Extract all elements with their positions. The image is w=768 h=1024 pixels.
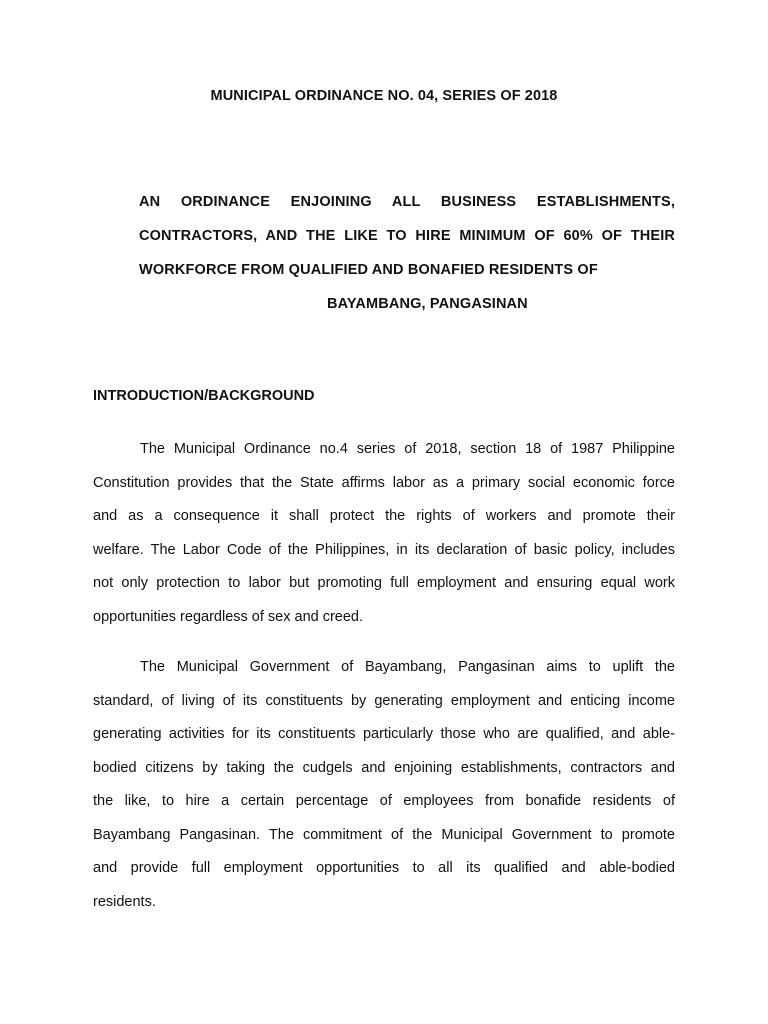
paragraph-line: and provide full employment opportunities to all its qualified and able-bodied [93,860,675,876]
paragraph-line: standard, of living of its constituents by generating employment and enticing income [93,692,675,709]
ordinance-title-line: CONTRACTORS, AND THE LIKE TO HIRE MINIMUM OF 60% OF THEIR [139,228,675,244]
paragraph-line: Bayambang Pangasinan. The commitment of the Municipal Government to promote [93,826,675,843]
ordinance-title [139,185,675,321]
ordinance-title-line: WORKFORCE FROM QUALIFIED AND BONAFIED RESIDENTS OF [139,262,598,278]
ordinance-title-line: BAYAMBANG, PANGASINAN [327,296,528,312]
paragraph-line: The Municipal Ordinance no.4 series of 2018, section 18 of 1987 Philippine [140,441,675,457]
paragraph-line: and as a consequence it shall protect the rights of workers and promote their [93,508,675,524]
paragraph-line: opportunities regardless of sex and creed. [93,608,364,625]
paragraph-line: Constitution provides that the State affirms labor as a primary social economic force [93,474,675,491]
paragraph [93,433,675,634]
paragraph-line: generating activities for its constituents particularly those who are qualified, and able- [93,726,675,742]
ordinance-title-line: AN ORDINANCE ENJOINING ALL BUSINESS ESTABLISHMENTS, [139,194,675,210]
paragraph-line: The Municipal Government of Bayambang, Pangasinan aims to uplift the [140,659,675,675]
paragraph-line: not only protection to labor but promoting full employment and ensuring equal work [93,575,675,591]
paragraph-line: bodied citizens by taking the cudgels and enjoining establishments, contractors and [93,759,675,776]
paragraph-line: welfare. The Labor Code of the Philippines, in its declaration of basic policy, includes [93,541,675,558]
document-heading: MUNICIPAL ORDINANCE NO. 04, SERIES OF 2018 [210,88,558,104]
paragraph-line: residents. [93,893,156,910]
paragraph-line: the like, to hire a certain percentage of employees from bonafide residents of [93,793,675,809]
section-heading: INTRODUCTION/BACKGROUND [93,388,315,404]
paragraph [93,651,675,919]
